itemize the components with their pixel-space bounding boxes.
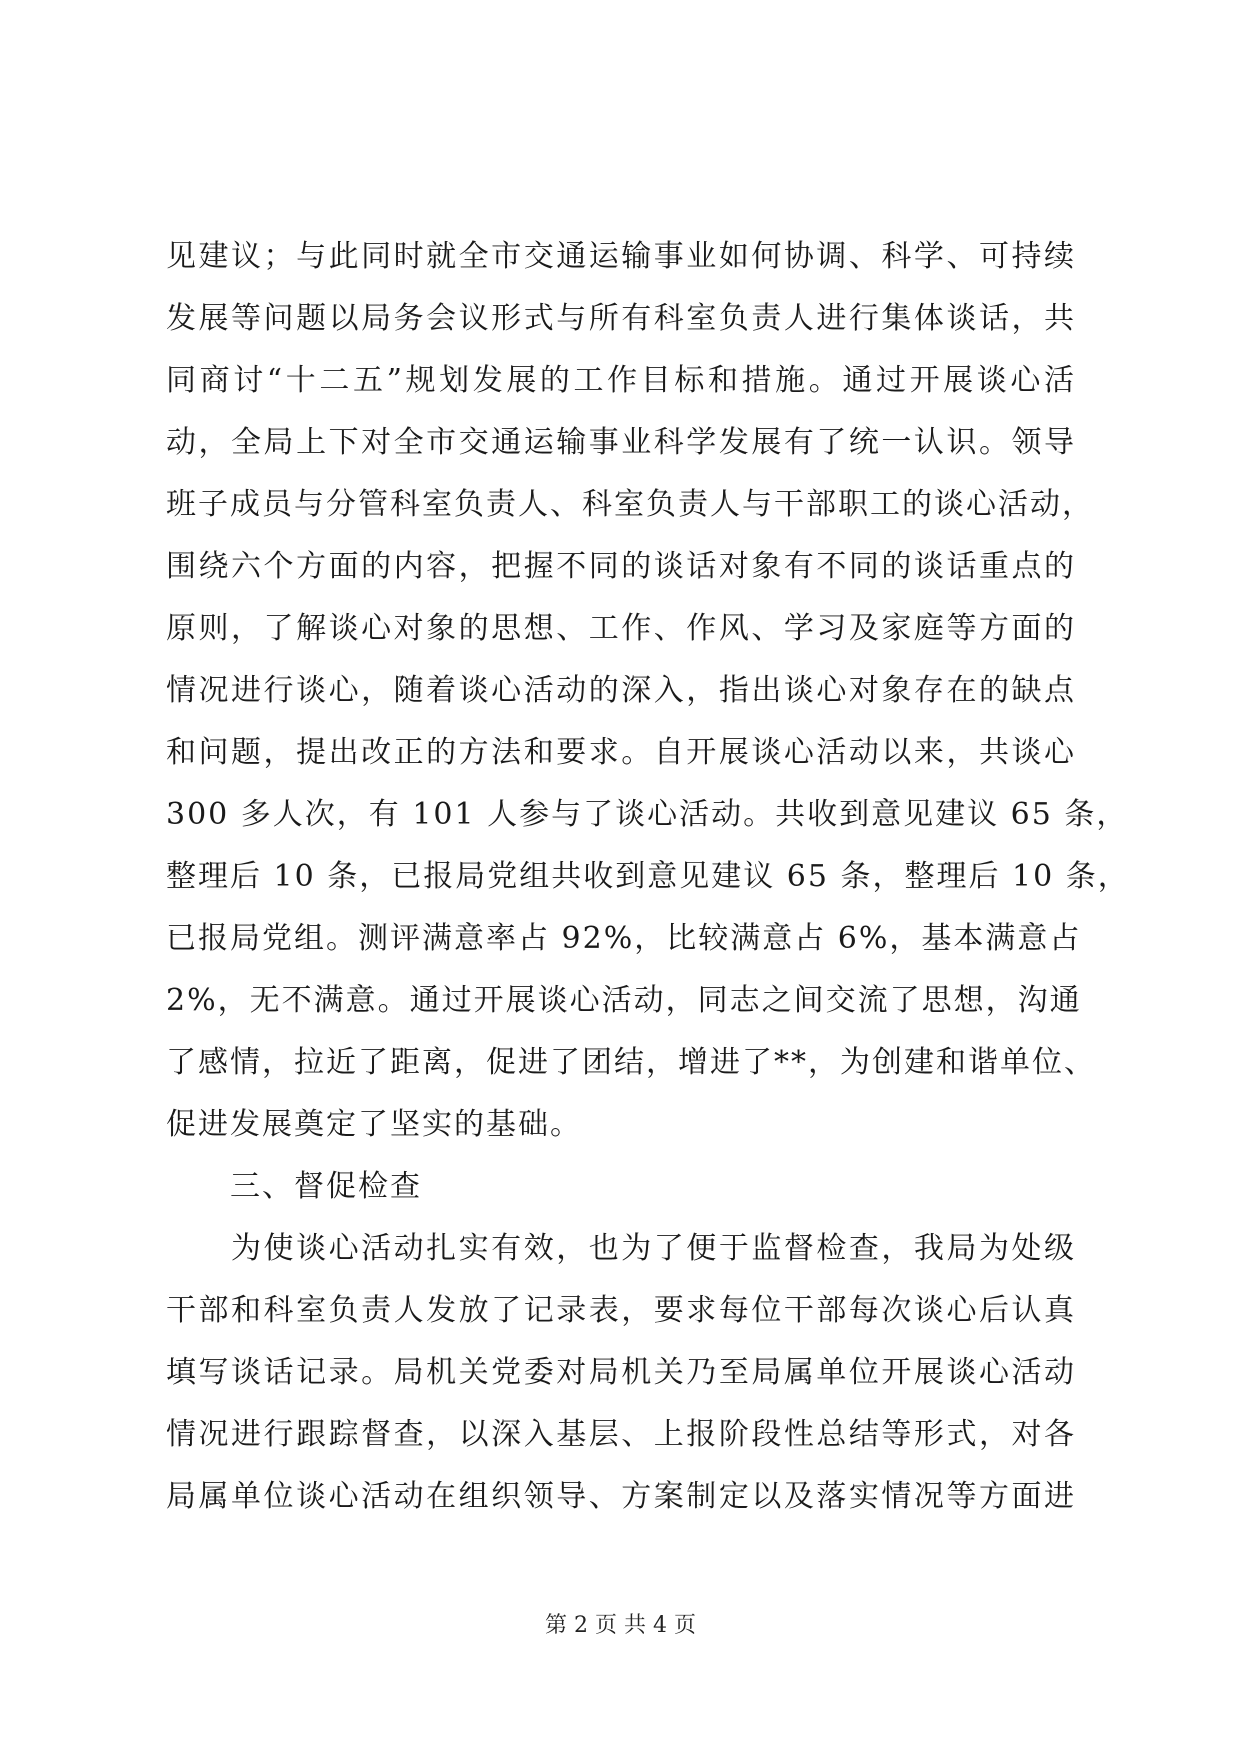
- paragraph-line: 填写谈话记录。局机关党委对局机关乃至局属单位开展谈心活动: [166, 1355, 1076, 1390]
- paragraph-line: 同商讨“十二五”规划发展的工作目标和措施。通过开展谈心活: [166, 363, 1076, 398]
- paragraph-line: 局属单位谈心活动在组织领导、方案制定以及落实情况等方面进: [166, 1479, 1076, 1514]
- paragraph-line: 为使谈心活动扎实有效，也为了便于监督检查，我局为处级: [166, 1231, 1076, 1266]
- document-body: [166, 226, 1130, 1528]
- paragraph-line: 2%，无不满意。通过开展谈心活动，同志之间交流了思想，沟通: [166, 983, 1082, 1018]
- paragraph-line: 和问题，提出改正的方法和要求。自开展谈心活动以来，共谈心: [166, 735, 1076, 770]
- page-number-footer: 第 2 页 共 4 页: [545, 1613, 696, 1638]
- paragraph-line: 班子成员与分管科室负责人、科室负责人与干部职工的谈心活动，: [166, 487, 1094, 522]
- paragraph-line: 原则，了解谈心对象的思想、工作、作风、学习及家庭等方面的: [166, 611, 1076, 646]
- paragraph-line: 动，全局上下对全市交通运输事业科学发展有了统一认识。领导: [166, 425, 1076, 460]
- section-heading: 三、督促检查: [230, 1169, 422, 1204]
- paragraph-line: 干部和科室负责人发放了记录表，要求每位干部每次谈心后认真: [166, 1293, 1076, 1328]
- paragraph-line: 发展等问题以局务会议形式与所有科室负责人进行集体谈话，共: [166, 301, 1076, 336]
- paragraph-line: 围绕六个方面的内容，把握不同的谈话对象有不同的谈话重点的: [166, 549, 1076, 584]
- paragraph-line: 了感情，拉近了距离，促进了团结，增进了**，为创建和谐单位、: [166, 1045, 1096, 1080]
- paragraph-line: 300 多人次，有 101 人参与了谈心活动。共收到意见建议 65 条，: [166, 797, 1129, 832]
- paragraph-line: 促进发展奠定了坚实的基础。: [166, 1107, 582, 1142]
- paragraph-line: 已报局党组。测评满意率占 92%，比较满意占 6%，基本满意占: [166, 921, 1082, 956]
- paragraph-line: 情况进行跟踪督查，以深入基层、上报阶段性总结等形式，对各: [166, 1417, 1076, 1452]
- paragraph-line: 见建议；与此同时就全市交通运输事业如何协调、科学、可持续: [166, 239, 1076, 274]
- paragraph-line: 情况进行谈心，随着谈心活动的深入，指出谈心对象存在的缺点: [166, 673, 1076, 708]
- paragraph-line: 整理后 10 条，已报局党组共收到意见建议 65 条，整理后 10 条，: [166, 859, 1130, 894]
